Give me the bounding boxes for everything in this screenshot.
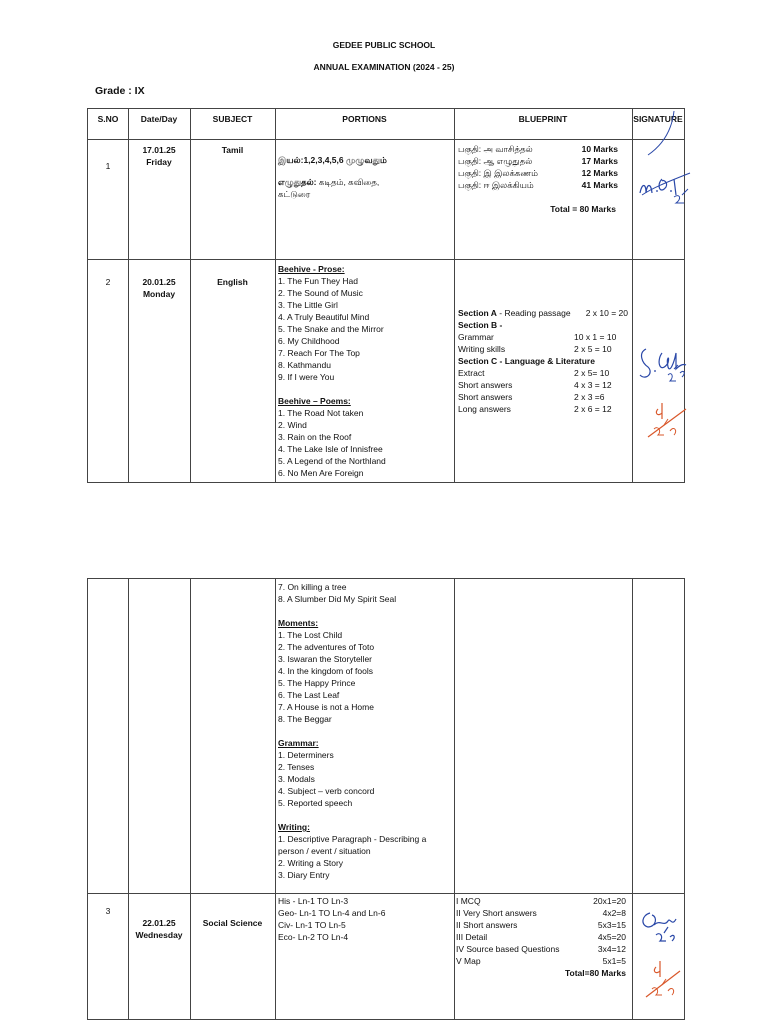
col-header-subject: SUBJECT bbox=[212, 114, 253, 124]
english-portions-continued: 7. On killing a tree 8. A Slumber Did My Spirit Seal Moments: 1. The Lost Child 2. The adventures of Toto 3. Iswaran the Storyteller 4. In the kingdom of fools 5. The Happy Prince 6. The Last Leaf 7. A House is not a Home 8. The Beggar Grammar: 1. Determiners 2. Tenses 3. Modals 4. Subject – verb concord 5. Reported speech Writing: 1. Descriptive Paragraph - Describing a person / event / situation 2. Writing a Story 3. Diary Entry bbox=[278, 582, 427, 880]
list-item: பகுதி: ஆ எழுதுதல் 17 Marks bbox=[458, 156, 618, 166]
school-name: GEDEE PUBLIC SCHOOL bbox=[332, 40, 436, 50]
english-portions: Beehive - Prose: 1. The Fun They Had 2. The Sound of Music 3. The Little Girl 4. A Truly Beautiful Mind 5. The Snake and the Mirror 6. My Childhood 7. Reach For The Top 8. Kathmandu 9. If I were You Beehive – Poems: 1. The Road Not taken 2. Wind 3. Rain on the Roof 4. The Lake Isle of Innisfree 5. A Legend of the Northland 6. No Men Are Foreign bbox=[278, 264, 386, 478]
social-blueprint: I MCQ 20x1=20 II Very Short answers 4x2=8 II Short answers 5x3=15 III Detail 4x5=20 IV Source based Questions 3x4=12 V Map 5x1=5 Total=80 Marks bbox=[456, 896, 626, 978]
tamil-blueprint bbox=[458, 143, 618, 191]
col-header-blueprint: BLUEPRINT bbox=[518, 114, 568, 124]
col-header-sno: S.NO bbox=[97, 114, 119, 124]
row-sno: 2 bbox=[105, 277, 111, 287]
exam-title: ANNUAL EXAMINATION (2024 - 25) bbox=[313, 62, 455, 72]
row-subject: Social Science bbox=[202, 918, 263, 928]
row-date: 17.01.25 Friday bbox=[142, 145, 176, 167]
tamil-portions: இயல்:1,2,3,4,5,6 முழுவதும் எழுதுதல்: கடிதம், கவிதை, கட்டுரை bbox=[278, 155, 387, 199]
grade-label: Grade : IX bbox=[95, 85, 145, 97]
row-date: 20.01.25 Monday bbox=[142, 277, 176, 299]
list-item: IV Source based Questions 3x4=12 bbox=[456, 944, 626, 954]
list-item: II Short answers 5x3=15 bbox=[456, 920, 626, 930]
signature-tamil bbox=[634, 109, 694, 259]
list-item: பகுதி: அ வாசித்தல் 10 Marks bbox=[458, 144, 618, 154]
col-header-date: Date/Day bbox=[140, 114, 178, 124]
row-subject: English bbox=[217, 277, 248, 287]
signature-social bbox=[636, 905, 684, 1015]
schedule-table-bottom bbox=[87, 578, 685, 1020]
col-header-portions: PORTIONS bbox=[342, 114, 387, 124]
row-sno: 3 bbox=[105, 906, 111, 916]
row-subject: Tamil bbox=[221, 145, 244, 155]
signature-english bbox=[634, 339, 694, 449]
list-item: பகுதி: இ இலக்கணம் 12 Marks bbox=[458, 168, 618, 178]
social-portions: His - Ln-1 TO Ln-3 Geo- Ln-1 TO Ln-4 and Ln-6 Civ- Ln-1 TO Ln-5 Eco- Ln-2 TO Ln-4 bbox=[278, 896, 386, 942]
list-item: I MCQ 20x1=20 bbox=[456, 896, 626, 906]
english-blueprint: Section A - Reading passage 2 x 10 = 20 Section B - Grammar 10 x 1 = 10 Writing skills 2 x 5 = 10 Section C - Language & Literature Extract 2 x 5= 10 Short answers 4 x 3 = 12 Short answers 2 x 3 =6 Long answers 2 x 6 = 12 bbox=[458, 308, 628, 414]
list-item: பகுதி: ஈ இலக்கியம் 41 Marks bbox=[458, 180, 618, 190]
row-sno: 1 bbox=[105, 161, 111, 171]
schedule-table-top bbox=[87, 108, 685, 483]
list-item: III Detail 4x5=20 bbox=[456, 932, 626, 942]
tamil-total: Total = 80 Marks bbox=[550, 204, 616, 214]
list-item: II Very Short answers 4x2=8 bbox=[456, 908, 626, 918]
col-header-signature: SIGNATURE bbox=[633, 114, 683, 124]
row-date: 22.01.25 Wednesday bbox=[135, 918, 183, 940]
list-item: V Map 5x1=5 bbox=[456, 956, 626, 966]
